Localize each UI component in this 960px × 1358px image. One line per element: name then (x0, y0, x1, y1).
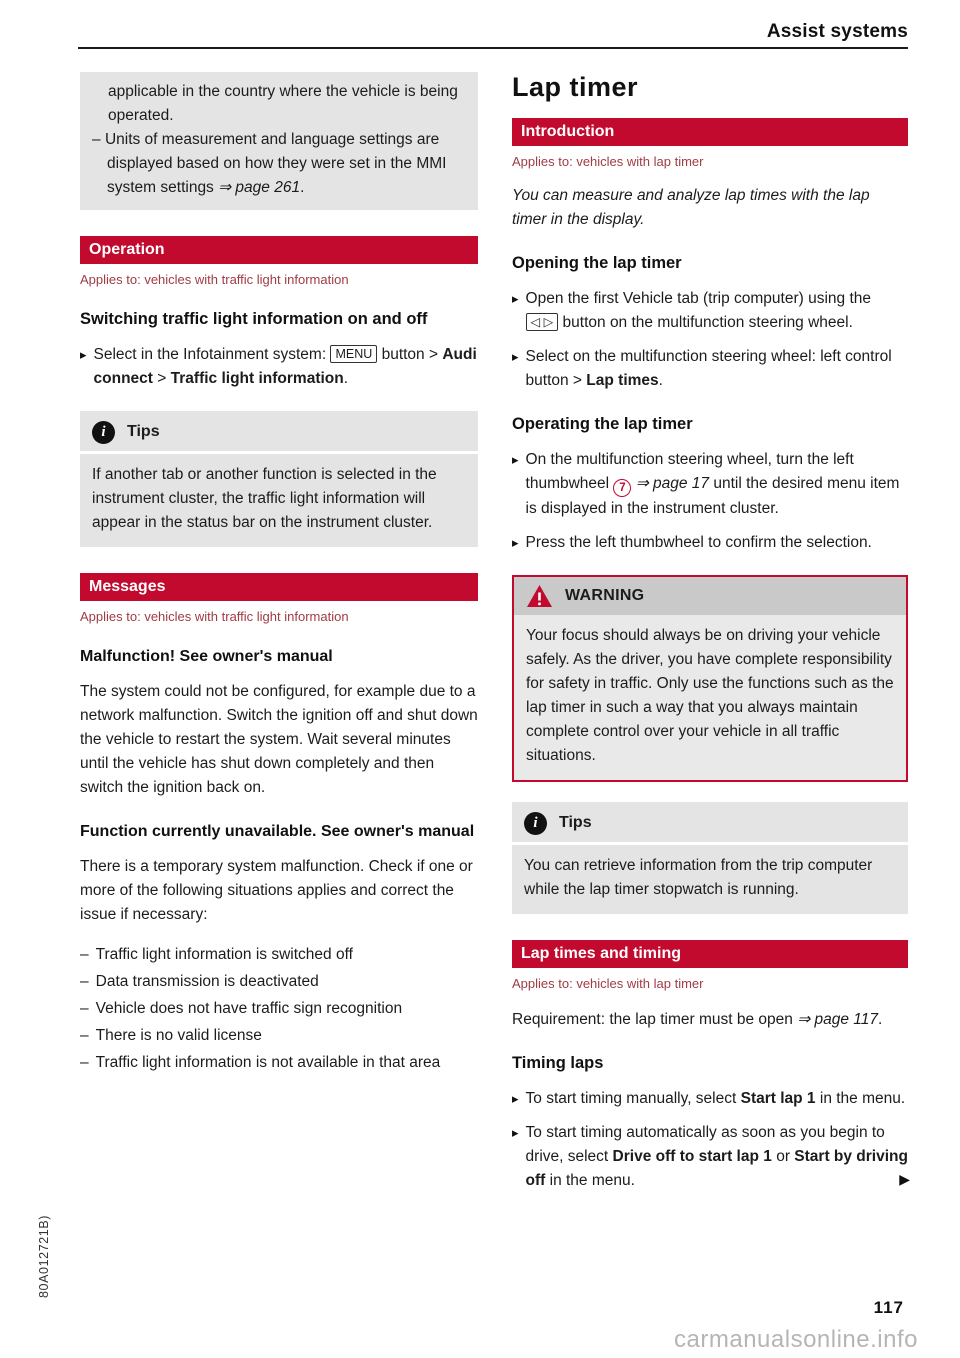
section-bar-introduction: Introduction (512, 118, 908, 146)
bullet-icon: ▸ (512, 1091, 519, 1106)
text-run: until the desired menu item is displayed in the instrument cluster. (525, 475, 900, 517)
text-run: . (300, 179, 305, 196)
heading-timing-laps: Timing laps (512, 1054, 604, 1072)
warning-icon (526, 584, 553, 608)
left-column (80, 72, 478, 1078)
text-run: Select on the multifunction steering wheel: left control button > (525, 348, 892, 389)
dash-glyph: – (80, 946, 89, 963)
step-turn-thumbwheel (512, 448, 908, 521)
text-run: in the menu. (815, 1090, 906, 1107)
info-icon: i (92, 421, 115, 444)
step-start-automatically (512, 1121, 908, 1193)
section-bar-operation: Operation (80, 236, 478, 264)
right-column (512, 72, 908, 1203)
bullet-icon: ▸ (512, 1125, 519, 1140)
text-run: Requirement: the lap timer must be open (512, 1011, 798, 1028)
text-run: or (771, 1148, 795, 1165)
step-text (526, 345, 908, 393)
heading-switching-traffic-light: Switching traffic light information on and off (80, 310, 428, 328)
tips-box-lap-timer (512, 802, 908, 914)
carryover-item-units (92, 128, 466, 200)
message-paragraph: There is a temporary system malfunction. Check if one or more of the following situations applies and correct the issue if necessary: (80, 858, 473, 923)
list-item (80, 943, 478, 967)
watermark: carmanualsonline.info (674, 1326, 918, 1353)
tips-body: You can retrieve information from the trip computer while the lap timer stopwatch is running. (524, 857, 873, 898)
carryover-item-continued: applicable in the country where the vehicle is being operated. (108, 83, 458, 124)
text-run: To start timing manually, select (525, 1090, 741, 1107)
list-item (80, 1051, 478, 1075)
warning-box (512, 575, 908, 782)
tips-header (80, 411, 478, 454)
message-paragraph: The system could not be configured, for example due to a network malfunction. Switch the ignition off and shut down the vehicle to restart the system. Wait several minutes until the vehicle has shut down completely and then switch the ignition back on. (80, 683, 478, 796)
heading-opening-lap-timer: Opening the lap timer (512, 254, 682, 272)
warning-header (514, 577, 906, 615)
document-spine-code: 80A012721B) (37, 1214, 51, 1298)
step-text (526, 287, 908, 335)
bullet-icon: ▸ (512, 291, 519, 306)
heading-operating-lap-timer: Operating the lap timer (512, 415, 693, 433)
step-start-manually (512, 1087, 908, 1111)
page-continues-icon: ▶ (899, 1171, 910, 1187)
step-text (526, 448, 908, 521)
menu-option-start-lap-1: Start lap 1 (740, 1090, 816, 1107)
page-ref-261: ⇒ page 261 (218, 179, 301, 196)
list-item (80, 997, 478, 1021)
warning-body: Your focus should always be on driving your vehicle safely. As the driver, you have complete responsibility for safety in traffic. Only use the functions such as the lap timer in such a way that you always maintain complete control over your vehicle in all traffic situations. (526, 627, 894, 764)
text-run: To start timing automatically as soon as you begin to drive, select (525, 1124, 885, 1165)
applies-note: Applies to: vehicles with traffic light information (80, 609, 349, 624)
dash-glyph: – (80, 1000, 89, 1017)
page-number: 117 (873, 1298, 904, 1317)
applies-note: Applies to: vehicles with lap timer (512, 154, 704, 169)
tips-box-traffic-light (80, 411, 478, 547)
text-run: button > (377, 346, 443, 363)
applies-note: Applies to: vehicles with lap timer (512, 976, 704, 991)
step-select-infotainment (80, 343, 478, 391)
page-ref-17: ⇒ page 17 (631, 475, 710, 492)
malfunction-cause-list (80, 943, 478, 1075)
bullet-icon: ▸ (512, 452, 519, 467)
tips-body: If another tab or another function is selected in the instrument cluster, the traffic light information will appear in the status bar on the instrument cluster. (92, 466, 437, 531)
applies-note: Applies to: vehicles with traffic light information (80, 272, 349, 287)
warning-title: WARNING (565, 587, 645, 604)
tips-title: Tips (559, 814, 592, 831)
step-text: Press the left thumbwheel to confirm the selection. (525, 534, 872, 551)
intro-lead: You can measure and analyze lap times with the lap timer in the display. (512, 187, 870, 228)
info-icon: i (524, 812, 547, 835)
header-rule (78, 47, 908, 49)
text-run: . (877, 1011, 883, 1028)
section-header: Assist systems (766, 21, 908, 42)
bullet-icon: ▸ (512, 535, 519, 550)
menu-option-start-by-driving-off: Start by driving off (525, 1148, 908, 1189)
dash-glyph: – (92, 131, 101, 148)
menu-path-traffic-light-information: Traffic light information (170, 370, 344, 387)
bullet-icon: ▸ (80, 347, 87, 362)
dash-glyph: – (80, 1027, 89, 1044)
list-item-text: Data transmission is deactivated (95, 973, 319, 990)
page-title: Lap timer (512, 72, 639, 102)
text-run: in the menu. (545, 1172, 635, 1189)
message-heading-malfunction: Malfunction! See owner's manual (80, 648, 333, 665)
dash-glyph: – (80, 1054, 89, 1071)
callout-7-badge: 7 (613, 479, 631, 497)
tips-title: Tips (127, 423, 160, 440)
list-item-text: Traffic light information is switched off (95, 946, 353, 963)
text-run: Units of measurement and language settings are displayed based on how they were set in the MMI system settings (104, 131, 447, 196)
text-run: button on the multifunction steering wheel. (558, 314, 853, 331)
list-item (80, 1024, 478, 1048)
section-bar-lap-times: Lap times and timing (512, 940, 908, 968)
menu-option-drive-off: Drive off to start lap 1 (612, 1148, 772, 1165)
list-item-text: There is no valid license (95, 1027, 262, 1044)
text-run: . (343, 370, 349, 387)
menu-path-lap-times: Lap times (586, 372, 659, 389)
step-text (526, 1121, 908, 1193)
tips-header (512, 802, 908, 845)
section-bar-messages: Messages (80, 573, 478, 601)
list-item (80, 970, 478, 994)
list-item-text: Traffic light information is not available in that area (95, 1054, 441, 1071)
text-run: Select in the Infotainment system: (93, 346, 331, 363)
arrows-key: ◁ ▷ (526, 313, 559, 331)
menu-key: MENU (330, 345, 377, 363)
list-item-text: Vehicle does not have traffic sign recognition (95, 1000, 403, 1017)
carryover-box (80, 72, 478, 210)
bullet-icon: ▸ (512, 349, 519, 364)
page-ref-117: ⇒ page 117 (797, 1011, 878, 1028)
step-open-vehicle-tab (512, 287, 908, 335)
dash-glyph: – (80, 973, 89, 990)
text-run: Open the first Vehicle tab (trip computer) using the (525, 290, 872, 307)
text-run: > (152, 370, 171, 387)
step-text (526, 1087, 908, 1111)
requirement-paragraph (512, 1008, 908, 1032)
step-press-thumbwheel (512, 531, 908, 555)
message-heading-unavailable: Function currently unavailable. See owner's manual (80, 823, 475, 840)
text-run: On the multifunction steering wheel, turn the left thumbwheel (525, 451, 854, 492)
step-select-lap-times (512, 345, 908, 393)
text-run: . (658, 372, 663, 389)
step-text (94, 343, 478, 391)
menu-path-audi-connect: Audi connect (93, 346, 477, 387)
